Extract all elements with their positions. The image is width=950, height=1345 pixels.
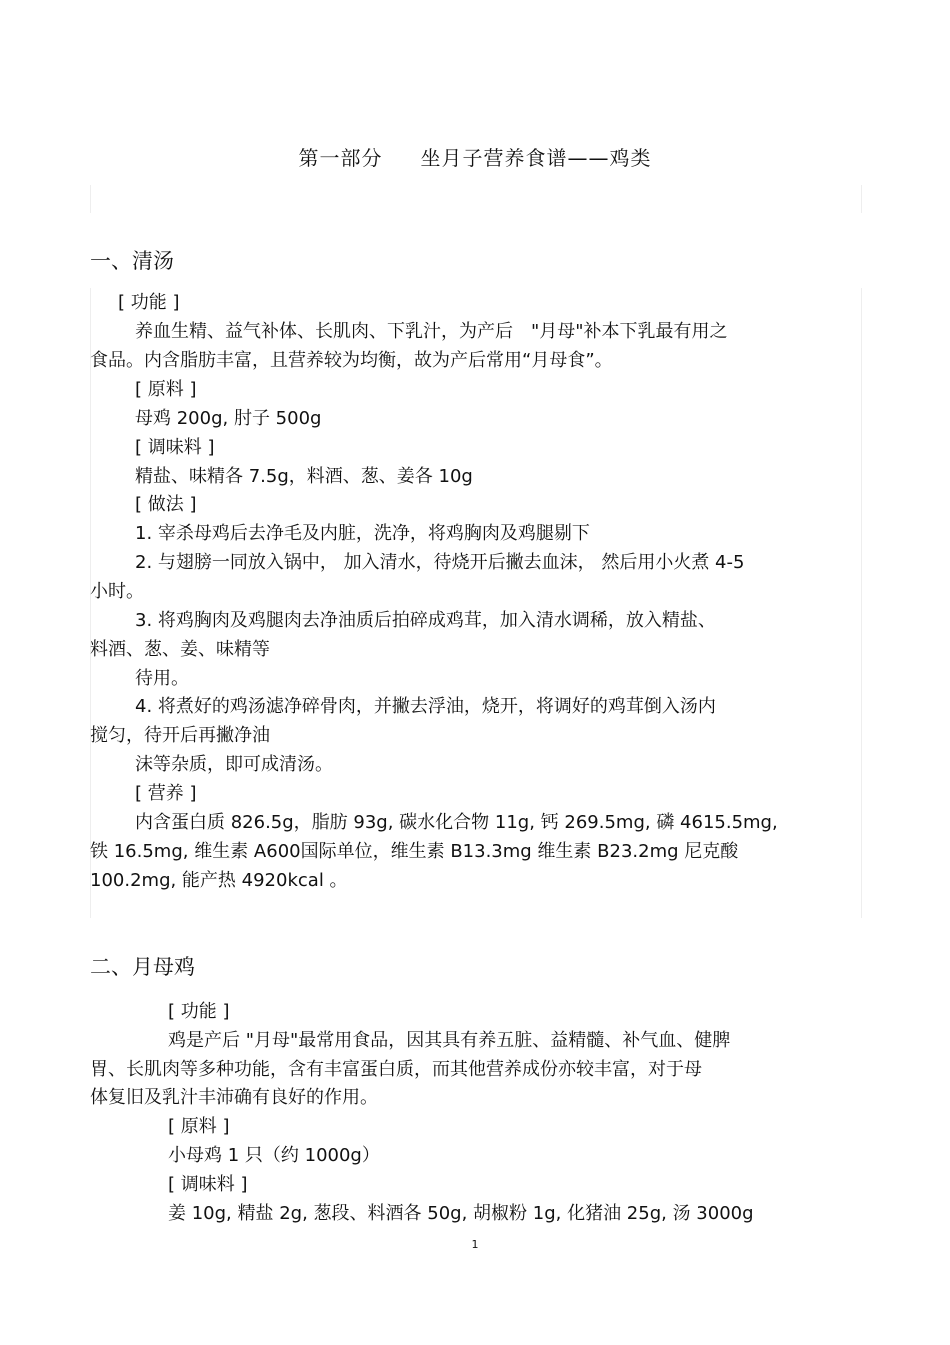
title-part: 第一部分 [298,146,383,170]
label-seasoning: [ 调味料 ] [168,1174,248,1195]
label-method: [ 做法 ] [135,494,197,515]
step-line: 沫等杂质，即可成清汤。 [135,754,333,775]
label-nutrition: [ 营养 ] [135,783,197,804]
body-line: 精盐、味精各 7.5g，料酒、葱、姜各 10g [135,466,473,487]
body-line: 内含蛋白质 826.5g，脂肪 93g, 碳水化合物 11g, 钙 269.5mg, 磷 4615.5mg, [135,812,778,833]
body-line: 姜 10g, 精盐 2g, 葱段、料酒各 50g, 胡椒粉 1g, 化猪油 25g, 汤 3000g [168,1203,754,1224]
body-line: 养血生精、益气补体、长肌肉、下乳汁，为产后 "月母"补本下乳最有用之 [135,321,728,342]
body-line: 食品。内含脂肪丰富，且营养较为均衡，故为产后常用“月母食”。 [90,350,613,371]
step-line: 2. 与翅膀一同放入锅中， 加入清水，待烧开后撇去血沫， 然后用小火煮 4-5 [135,552,745,573]
frame-border-top [90,185,862,213]
step-line: 小时。 [90,581,144,602]
body-line: 体复旧及乳汁丰沛确有良好的作用。 [90,1087,378,1108]
title-subject: 坐月子营养食谱——鸡类 [420,146,652,170]
label-function: [ 功能 ] [118,292,180,313]
label-ingredients: [ 原料 ] [135,379,197,400]
step-line: 搅匀，待开后再撇净油 [90,725,270,746]
step-line: 3. 将鸡胸肉及鸡腿肉去净油质后拍碎成鸡茸，加入清水调稀，放入精盐、 [135,610,716,631]
body-line: 母鸡 200g, 肘子 500g [135,408,322,429]
step-line: 4. 将煮好的鸡汤滤净碎骨肉，并撇去浮油，烧开，将调好的鸡茸倒入汤内 [135,696,716,717]
section-heading-2: 二、月母鸡 [90,955,195,979]
step-line: 料酒、葱、姜、味精等 [90,639,270,660]
body-line: 铁 16.5mg, 维生素 A600国际单位，维生素 B13.3mg 维生素 B23.2mg 尼克酸 [90,841,739,862]
page-title [0,142,950,171]
section-heading-1: 一、清汤 [90,249,174,273]
step-line: 1. 宰杀母鸡后去净毛及内脏，洗净，将鸡胸肉及鸡腿剔下 [135,523,590,544]
body-line: 鸡是产后 "月母"最常用食品，因其具有养五脏、益精髓、补气血、健脾 [168,1030,731,1051]
label-function: [ 功能 ] [168,1001,230,1022]
page-number: 1 [471,1238,479,1251]
body-line: 小母鸡 1 只（约 1000g） [168,1145,380,1166]
body-line: 100.2mg, 能产热 4920kcal 。 [90,870,348,891]
step-line: 待用。 [135,668,189,689]
body-line: 胃、长肌肉等多种功能，含有丰富蛋白质，而其他营养成份亦较丰富，对于母 [90,1059,702,1080]
label-seasoning: [ 调味料 ] [135,437,215,458]
label-ingredients: [ 原料 ] [168,1116,230,1137]
